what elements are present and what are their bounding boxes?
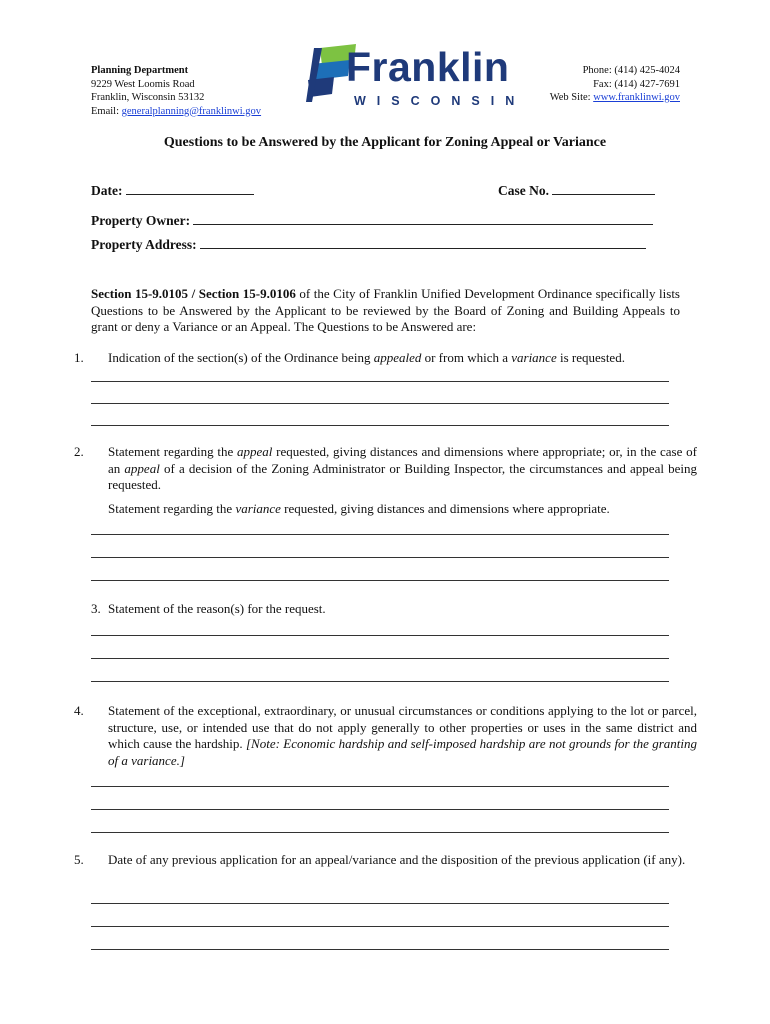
intro-section-ref: Section 15-9.0105 / Section 15-9.0106 — [91, 286, 296, 301]
case-label: Case No. — [498, 183, 549, 198]
answer-line[interactable] — [91, 658, 669, 659]
question-3 — [91, 601, 680, 618]
logo-wordmark: Franklin — [346, 44, 510, 90]
page-title: Questions to be Answered by the Applicant for Zoning Appeal or Variance — [163, 135, 607, 150]
answer-line[interactable] — [91, 425, 669, 426]
question-3-text: Statement of the reason(s) for the request. — [108, 601, 326, 616]
question-2b-em: variance — [235, 501, 281, 516]
answer-line[interactable] — [91, 926, 669, 927]
question-1-text: Indication of the section(s) of the Ordinance being — [108, 350, 374, 365]
question-1-number: 1. — [74, 350, 84, 365]
question-2b-text2: requested, giving distances and dimensions where appropriate. — [280, 501, 610, 516]
question-2b — [108, 501, 680, 518]
website-link[interactable]: www.franklinwi.gov — [593, 92, 680, 103]
contact-numbers — [460, 64, 680, 105]
question-2-em2: appeal — [124, 460, 160, 476]
email-link[interactable]: generalplanning@franklinwi.gov — [121, 105, 262, 117]
fax: Fax: (414) 427-7691 — [593, 78, 680, 90]
case-field — [498, 182, 655, 199]
date-label: Date: — [91, 183, 123, 198]
question-3-number: 3. — [91, 601, 101, 616]
answer-line[interactable] — [91, 903, 669, 904]
intro-text: of the City of Franklin Unified Development Ordinance specifically lists Questions to be Answered by the Applicant to be reviewed by the Board of Zoning and Building Appeals to grant or deny a Variance or an Appeal. The Questions to be Answered are: — [91, 286, 680, 334]
question-5-text: Date of any previous application for an appeal/variance and the disposition of the previous application (if any). — [108, 852, 686, 867]
answer-line[interactable] — [91, 534, 669, 535]
owner-field — [91, 212, 653, 229]
question-4 — [74, 703, 697, 769]
question-4-text: Statement of the exceptional, extraordinary, or unusual circumstances or conditions applying to the lot or parcel, structure, use, or intended use that do not apply generally to other properties or uses in the same district and which cause the hardship. — [108, 703, 697, 751]
question-2-text3: of a decision of the Zoning Administrator or Building Inspector, the circumstances and appeal being requested. — [108, 460, 697, 492]
address-blank[interactable] — [200, 236, 646, 249]
answer-line[interactable] — [91, 635, 669, 636]
question-1-em2: variance — [511, 350, 557, 365]
question-5-number: 5. — [74, 852, 84, 867]
address-field — [91, 236, 646, 253]
website-label: Web Site: — [549, 92, 591, 103]
case-blank[interactable] — [552, 182, 655, 195]
question-2-text2: requested, giving distances and dimensions where appropriate; or, in the case of an — [108, 444, 697, 476]
question-2-text: Statement regarding the — [108, 444, 238, 459]
answer-line[interactable] — [91, 786, 669, 787]
answer-line[interactable] — [91, 403, 669, 404]
question-4-number: 4. — [74, 703, 84, 718]
answer-line[interactable] — [91, 381, 669, 382]
address-label: Property Address: — [91, 237, 197, 252]
email-label: Email: — [91, 105, 119, 117]
owner-blank[interactable] — [193, 212, 653, 225]
intro-paragraph — [91, 286, 680, 336]
answer-line[interactable] — [91, 681, 669, 682]
phone: Phone: (414) 425-4024 — [582, 65, 680, 76]
address-line-2: Franklin, Wisconsin 53132 — [91, 92, 205, 103]
website-row — [460, 91, 680, 105]
question-2b-text: Statement regarding the — [108, 501, 236, 516]
address-line-1: 9229 West Loomis Road — [91, 78, 195, 90]
date-blank[interactable] — [126, 182, 254, 195]
owner-label: Property Owner: — [91, 213, 191, 228]
answer-line[interactable] — [91, 949, 669, 950]
question-1-em1: appealed — [373, 350, 422, 365]
department-name: Planning Department — [91, 65, 189, 76]
question-4-note: [Note: Economic hardship and self-imposed hardship are not grounds for the granting of a variance.] — [108, 736, 697, 768]
question-2 — [74, 444, 697, 494]
date-field — [91, 182, 254, 199]
answer-line[interactable] — [91, 557, 669, 558]
question-5 — [74, 852, 697, 869]
answer-line[interactable] — [91, 832, 669, 833]
question-1-text3: is requested. — [556, 350, 625, 365]
question-2-number: 2. — [74, 444, 84, 459]
question-2-em1: appeal — [237, 444, 273, 459]
question-1-text2: or from which a — [421, 350, 512, 365]
logo-state: WISCONSIN — [354, 94, 526, 108]
email-row — [91, 105, 321, 119]
question-1 — [74, 350, 697, 367]
answer-line[interactable] — [91, 580, 669, 581]
answer-line[interactable] — [91, 809, 669, 810]
department-contact — [91, 64, 321, 118]
